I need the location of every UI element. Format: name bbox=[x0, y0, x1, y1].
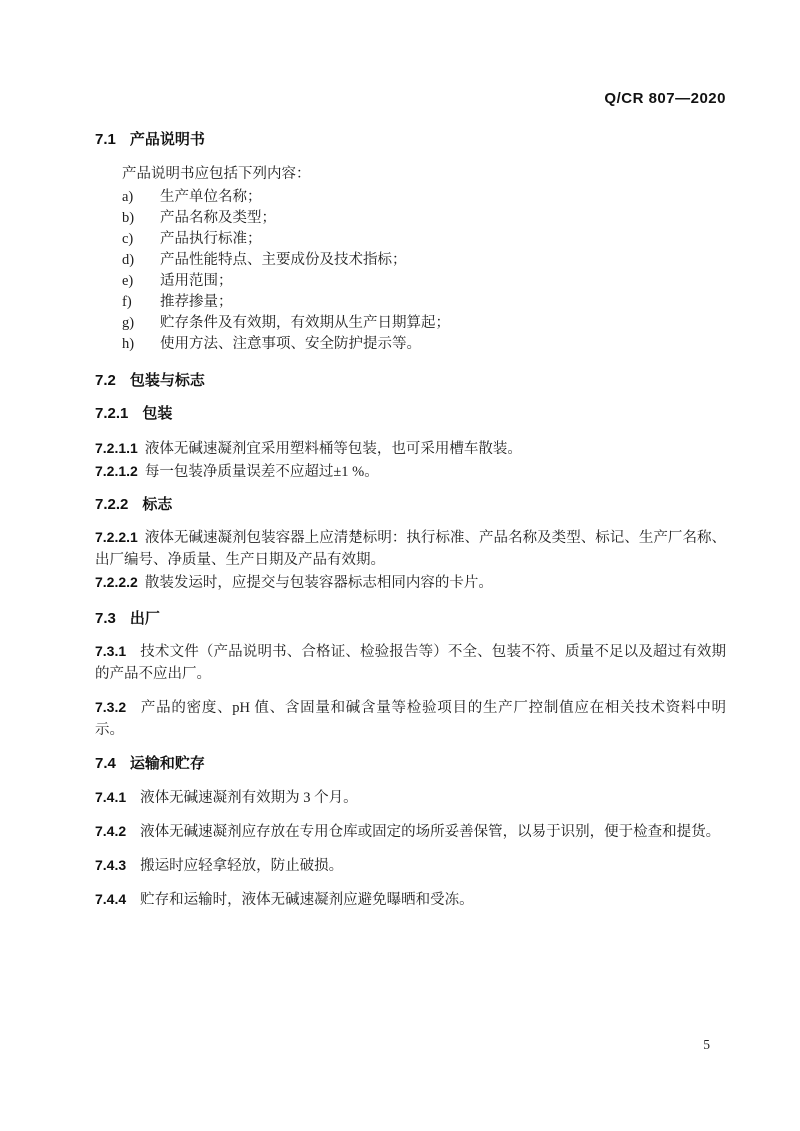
section-number: 7.3 bbox=[95, 610, 116, 627]
list-item-h bbox=[122, 334, 726, 355]
list-item-text: 产品执行标准； bbox=[160, 231, 262, 247]
list-item-text: 贮存条件及有效期，有效期从生产日期算起； bbox=[160, 315, 450, 331]
clause-number: 7.2.1.1 bbox=[95, 440, 138, 456]
list-marker: h) bbox=[122, 336, 135, 352]
clause-text: 产品的密度、pH 值、含固量和碱含量等检验项目的生产厂控制值应在相关技术资料中明示。 bbox=[95, 700, 726, 738]
list-item-f bbox=[122, 292, 726, 313]
list-item-text: 生产单位名称； bbox=[160, 189, 262, 205]
list-marker: a) bbox=[122, 189, 134, 205]
clause-text: 液体无碱速凝剂包装容器上应清楚标明：执行标准、产品名称及类型、标记、生产厂名称、出厂编号、净质量、生产日期及产品有效期。 bbox=[95, 530, 726, 568]
clause-7-3-1 bbox=[95, 640, 726, 685]
list-item-e bbox=[122, 271, 726, 292]
list-item-text: 适用范围； bbox=[160, 273, 233, 289]
list-item-g bbox=[122, 313, 726, 334]
clause-number: 7.4.1 bbox=[95, 789, 127, 805]
section-title: 包装与标志 bbox=[129, 372, 205, 389]
clause-7-4-3 bbox=[95, 854, 726, 877]
section-title: 包装 bbox=[142, 405, 173, 422]
clause-number: 7.3.2 bbox=[95, 699, 127, 715]
section-number: 7.2.2 bbox=[95, 496, 129, 513]
section-number: 7.1 bbox=[95, 131, 116, 148]
clause-number: 7.4.4 bbox=[95, 891, 127, 907]
list-marker: e) bbox=[122, 273, 134, 289]
clause-number: 7.3.1 bbox=[95, 643, 127, 659]
section-heading-7-1 bbox=[95, 131, 726, 149]
clause-text: 液体无碱速凝剂宜采用塑料桶等包装，也可采用槽车散装。 bbox=[144, 441, 522, 457]
section-number: 7.2 bbox=[95, 372, 116, 389]
clause-number: 7.2.1.2 bbox=[95, 463, 138, 479]
clause-7-2-1-1 bbox=[95, 437, 726, 460]
section-heading-7-2-2 bbox=[95, 496, 726, 514]
page-footer bbox=[703, 1036, 710, 1054]
clause-number: 7.2.2.1 bbox=[95, 529, 138, 545]
clause-number: 7.2.2.2 bbox=[95, 574, 138, 590]
list-item-c bbox=[122, 229, 726, 250]
clause-text: 每一包装净质量误差不应超过±1 %。 bbox=[144, 464, 379, 480]
clause-7-4-4 bbox=[95, 888, 726, 911]
list-item-d bbox=[122, 250, 726, 271]
page-number: 5 bbox=[703, 1037, 710, 1052]
clause-text: 液体无碱速凝剂有效期为 3 个月。 bbox=[140, 790, 358, 806]
section-number: 7.2.1 bbox=[95, 405, 129, 422]
clause-text: 搬运时应轻拿轻放，防止破损。 bbox=[140, 858, 344, 874]
section-heading-7-2 bbox=[95, 372, 726, 390]
product-manual-list bbox=[95, 187, 726, 355]
section-heading-7-2-1 bbox=[95, 405, 726, 423]
clause-text: 液体无碱速凝剂应存放在专用仓库或固定的场所妥善保管，以易于识别，便于检查和提货。 bbox=[140, 824, 721, 840]
section-title: 产品说明书 bbox=[129, 131, 205, 148]
list-marker: c) bbox=[122, 231, 134, 247]
section-heading-7-3 bbox=[95, 610, 726, 628]
list-marker: f) bbox=[122, 294, 132, 310]
list-item-text: 推荐掺量； bbox=[160, 294, 233, 310]
clause-7-2-1-2 bbox=[95, 460, 726, 483]
clause-text: 技术文件（产品说明书、合格证、检验报告等）不全、包装不符、质量不足以及超过有效期的产品不应出厂。 bbox=[95, 644, 726, 682]
section-title: 出厂 bbox=[129, 610, 160, 627]
section-title: 标志 bbox=[142, 496, 173, 513]
clause-text: 贮存和运输时，液体无碱速凝剂应避免曝晒和受冻。 bbox=[140, 892, 474, 908]
clause-7-4-2 bbox=[95, 820, 726, 843]
section-title: 运输和贮存 bbox=[129, 755, 205, 772]
section-number: 7.4 bbox=[95, 755, 116, 772]
section-heading-7-4 bbox=[95, 755, 726, 773]
intro-paragraph: 产品说明书应包括下列内容： bbox=[122, 166, 311, 182]
list-item-text: 产品性能特点、主要成份及技术指标； bbox=[160, 252, 407, 268]
list-item-a bbox=[122, 187, 726, 208]
list-item-text: 使用方法、注意事项、安全防护提示等。 bbox=[160, 336, 421, 352]
clause-number: 7.4.3 bbox=[95, 857, 127, 873]
list-marker: g) bbox=[122, 315, 135, 331]
list-item-text: 产品名称及类型； bbox=[160, 210, 276, 226]
clause-7-2-2-1 bbox=[95, 526, 726, 571]
standard-code: Q/CR 807—2020 bbox=[604, 90, 726, 107]
clause-number: 7.4.2 bbox=[95, 823, 127, 839]
clause-7-4-1 bbox=[95, 786, 726, 809]
clause-text: 散装发运时，应提交与包装容器标志相同内容的卡片。 bbox=[144, 575, 493, 591]
list-item-b bbox=[122, 208, 726, 229]
list-marker: b) bbox=[122, 210, 135, 226]
clause-7-2-2-2 bbox=[95, 571, 726, 594]
document-content bbox=[95, 90, 726, 911]
list-marker: d) bbox=[122, 252, 135, 268]
clause-7-3-2 bbox=[95, 696, 726, 741]
page-header bbox=[95, 90, 726, 107]
